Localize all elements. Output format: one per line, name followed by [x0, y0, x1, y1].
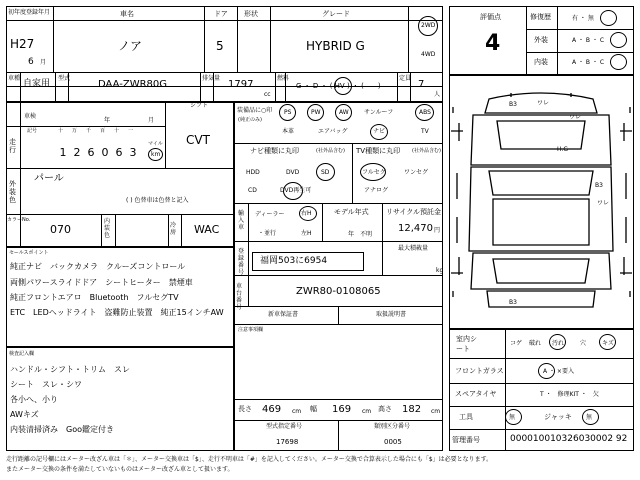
notes-label: 注意事項欄	[238, 327, 264, 333]
handle-right: 右H	[301, 210, 312, 217]
seat-burn: コゲ	[510, 340, 523, 347]
sales-point: 純正フロントエアロ Bluetooth フルセグTV	[10, 293, 179, 302]
equip-ps: PS	[284, 109, 292, 116]
shift-header: シフト	[190, 102, 209, 109]
reg-month-value: 6	[28, 57, 34, 67]
diagram-mark: ワレ	[569, 114, 582, 121]
interior-rating-label: 内装	[534, 58, 548, 66]
reg-header: 初年度登録年月	[8, 9, 51, 16]
navi-dvd-play: DVD再生可	[280, 187, 312, 194]
capacity-value: 7	[418, 79, 425, 90]
repair-label: 修復歴	[530, 13, 551, 21]
parallel-label: ・並行	[258, 230, 277, 237]
exterior-rating-label: 外装	[534, 36, 548, 44]
odo-digit: 3	[129, 146, 137, 159]
displacement-value: 1797	[228, 79, 254, 90]
exterior-label: 外装色	[9, 180, 16, 204]
interior-c-circle	[610, 54, 627, 70]
max-load-label: 最大積載量	[398, 245, 429, 252]
person-unit: 人	[434, 91, 441, 98]
model-year-label: モデル年式	[334, 208, 369, 216]
height-cm: cm	[431, 408, 441, 415]
equip-sunroof: サンルーフ	[364, 109, 394, 116]
inspector-header: 検査記入欄	[9, 351, 35, 357]
tools-value: 無	[509, 414, 516, 421]
dealer-label: ディーラー	[255, 211, 285, 218]
import-label: 輸入車	[238, 210, 245, 231]
navi-hdd: HDD	[246, 169, 260, 176]
seat-label: 室内シート	[456, 335, 477, 353]
navi-dvd: DVD	[286, 169, 300, 176]
type-no-value: 17698	[276, 438, 299, 446]
wd-bottom: 4WD	[421, 51, 436, 58]
recycle-label: リサイクル預託金	[386, 208, 442, 216]
diagram-mark: B3	[595, 182, 603, 189]
navi-sub: (社外品含む)	[316, 148, 345, 154]
color-note: ( ) 色替車は色替と記入	[126, 197, 189, 204]
repair-options: 有 ・ 無	[572, 15, 594, 22]
door-value: 5	[216, 39, 224, 53]
shape-label: 形状	[244, 10, 258, 18]
diagram-mark: ワレ	[537, 100, 550, 107]
front-glass-value: A ・ ×要入	[543, 368, 574, 375]
class-no-value: 0005	[384, 438, 402, 446]
reg-no-value: 福岡503に6954	[260, 256, 328, 266]
odo-unit-0: 記号	[27, 128, 38, 134]
odo-unit-3: 千	[86, 128, 92, 134]
tv-header: TV種類に丸印	[356, 147, 401, 155]
tv-fullseg: フルセグ	[362, 169, 386, 176]
width-label: 幅	[310, 405, 317, 413]
model-year-value: 年 不明	[348, 231, 373, 238]
type-no-label: 型式指定番号	[266, 423, 303, 430]
equip-navi: ナビ	[373, 128, 386, 135]
wd-top: 2WD	[421, 22, 436, 29]
odo-digit: 0	[101, 146, 109, 159]
diagram-mark: ワレ	[597, 200, 610, 207]
fuel-header: 燃料	[277, 75, 290, 82]
footer-line1: 走行距離の記号欄にはメーター改ざん車は「＊」、メーター交換車は「$」、走行不明車は「#」を記入してください。メーター交換で合算表示した場合にも「$」は必要となります。	[6, 456, 493, 463]
mgmt-value: 000010010326030002 92	[510, 434, 628, 444]
navi-cd: CD	[248, 187, 257, 194]
equipment-sub: (純正のみ)	[238, 117, 262, 123]
jack-label: ジャッキ	[544, 413, 572, 421]
tv-sub: (社外品含む)	[412, 148, 441, 154]
kenshaku-label: 車検	[24, 113, 37, 120]
tv-oneseg: ワンセグ	[404, 169, 429, 176]
tv-analog: アナログ	[364, 187, 389, 194]
odo-digit: 6	[115, 146, 123, 159]
height-value: 182	[402, 404, 422, 415]
seat-hole: 穴	[580, 340, 587, 347]
inspector-note: ハンドル・シフト・トリム スレ	[10, 365, 130, 374]
jack-value: 無	[586, 414, 593, 421]
reg-no-label: 登録番号	[238, 248, 245, 276]
diagram-mark: H.G	[557, 146, 568, 153]
exterior-c-circle	[610, 32, 627, 48]
fuel-options: G ・ D ・ ( HV ) ・ ( )	[296, 82, 381, 90]
equipment-header: 装備品に○印	[237, 107, 273, 114]
equip-aw: AW	[339, 109, 349, 116]
odo-unit-4: 百	[100, 128, 106, 134]
sales-point: 両側パワースライドドア シートヒーター 禁煙車	[10, 278, 193, 287]
inspector-note: 内装清掃済み Goo鑑定付き	[10, 425, 114, 434]
diagram-mark: B3	[509, 101, 517, 108]
seat-stain: 汚れ	[552, 340, 565, 347]
class-no-label: 類別区分番号	[374, 423, 411, 430]
interior-label: 内装色	[104, 218, 111, 239]
tools-label: 工具	[459, 413, 473, 421]
length-cm: cm	[292, 408, 302, 415]
length-value: 469	[262, 404, 282, 415]
seat-scratch: キズ	[602, 340, 614, 347]
car-name: ノア	[118, 39, 143, 53]
grade-label: グレード	[322, 10, 350, 18]
manual-label: 取扱説明書	[376, 311, 407, 318]
equip-pw: PW	[311, 109, 321, 116]
door-label: ドア	[214, 10, 228, 18]
use-value: 自家用	[23, 79, 51, 89]
warranty-label: 新車保証書	[268, 311, 299, 318]
travel-label: 走行	[9, 138, 16, 154]
aircon-label: 冷房	[170, 222, 177, 236]
capacity-header: 定員	[399, 75, 412, 82]
aircon-value: WAC	[194, 223, 220, 236]
navi-sd: SD	[321, 169, 330, 176]
seat-tear: 破れ	[529, 340, 542, 347]
chassis-label: 車台番号	[236, 283, 243, 311]
navi-header: ナビ種類に丸印	[250, 147, 299, 155]
km-label: km	[151, 151, 161, 158]
sales-point: ETC LEDヘッドライト 盗難防止装置 純正15インチAW	[10, 308, 224, 317]
mile-label: マイル	[148, 141, 163, 147]
odo-unit-6: 一	[128, 128, 134, 134]
kenshaku-year: 年	[104, 117, 111, 124]
kenshaku-month: 月	[148, 117, 155, 124]
diagram-mark: B3	[509, 299, 517, 306]
height-label: 高さ	[378, 405, 392, 413]
inspector-note: AWキズ	[10, 410, 39, 419]
color-code-label: カラーNo.	[7, 217, 31, 223]
width-cm: cm	[362, 408, 372, 415]
odo-unit-1: 十	[58, 128, 64, 134]
equip-leather: 本革	[282, 128, 295, 135]
length-label: 長さ	[238, 405, 252, 413]
sales-header: セールスポイント	[9, 250, 49, 256]
equip-airbag: エアバッグ	[318, 128, 348, 135]
rating-label: 評価点	[480, 13, 501, 21]
cc-unit: cc	[264, 91, 271, 98]
model-value: DAA-ZWR80G	[98, 79, 168, 90]
exterior-value: パール	[34, 173, 64, 184]
sales-point: 純正ナビ バックカメラ クルーズコントロール	[10, 262, 186, 271]
exterior-rating-options: A ・ B ・ C	[572, 37, 605, 44]
interior-rating-options: A ・ B ・ C	[572, 59, 605, 66]
kg-unit: kg	[436, 267, 444, 274]
grade-value: HYBRID G	[306, 39, 365, 53]
yen-unit: 円	[434, 227, 441, 234]
handle-left: 左H	[301, 230, 312, 237]
spare-label: スペアタイヤ	[455, 390, 497, 398]
model-header: 型式	[58, 75, 71, 82]
front-glass-label: フロントガラス	[455, 367, 504, 375]
type-header: 車種	[8, 75, 21, 82]
equip-tv: TV	[421, 128, 429, 135]
odo-unit-5: 十	[114, 128, 120, 134]
width-value: 169	[332, 404, 352, 415]
spare-value: T ・ 修理KIT ・ 欠	[540, 391, 599, 398]
reg-era-year: H27	[10, 37, 35, 51]
repair-none-circle	[600, 10, 617, 26]
odo-digit: 2	[73, 146, 81, 159]
inspector-note: シート スレ・シワ	[10, 380, 82, 389]
name-label: 車名	[120, 10, 134, 18]
fuel-hv-circle	[334, 77, 352, 95]
odo-unit-2: 万	[72, 128, 78, 134]
odo-digit: 6	[87, 146, 95, 159]
car-diagram	[449, 75, 634, 329]
odo-digit: 1	[59, 146, 67, 159]
footer-line2: またメーター交換の条件を満たしていないものはメーター改ざん車として扱います。	[6, 466, 234, 473]
inspector-note: 各小へ、小り	[10, 395, 58, 404]
equip-abs: ABS	[419, 109, 431, 116]
chassis-value: ZWR80-0108065	[296, 286, 381, 297]
shift-value: CVT	[186, 133, 210, 147]
mgmt-label: 管理番号	[452, 436, 480, 444]
rating-value: 4	[485, 31, 501, 56]
month-unit: 月	[40, 59, 47, 66]
color-code-value: 070	[50, 223, 71, 236]
recycle-value: 12,470	[398, 223, 433, 234]
displacement-header: 排気量	[202, 75, 221, 82]
